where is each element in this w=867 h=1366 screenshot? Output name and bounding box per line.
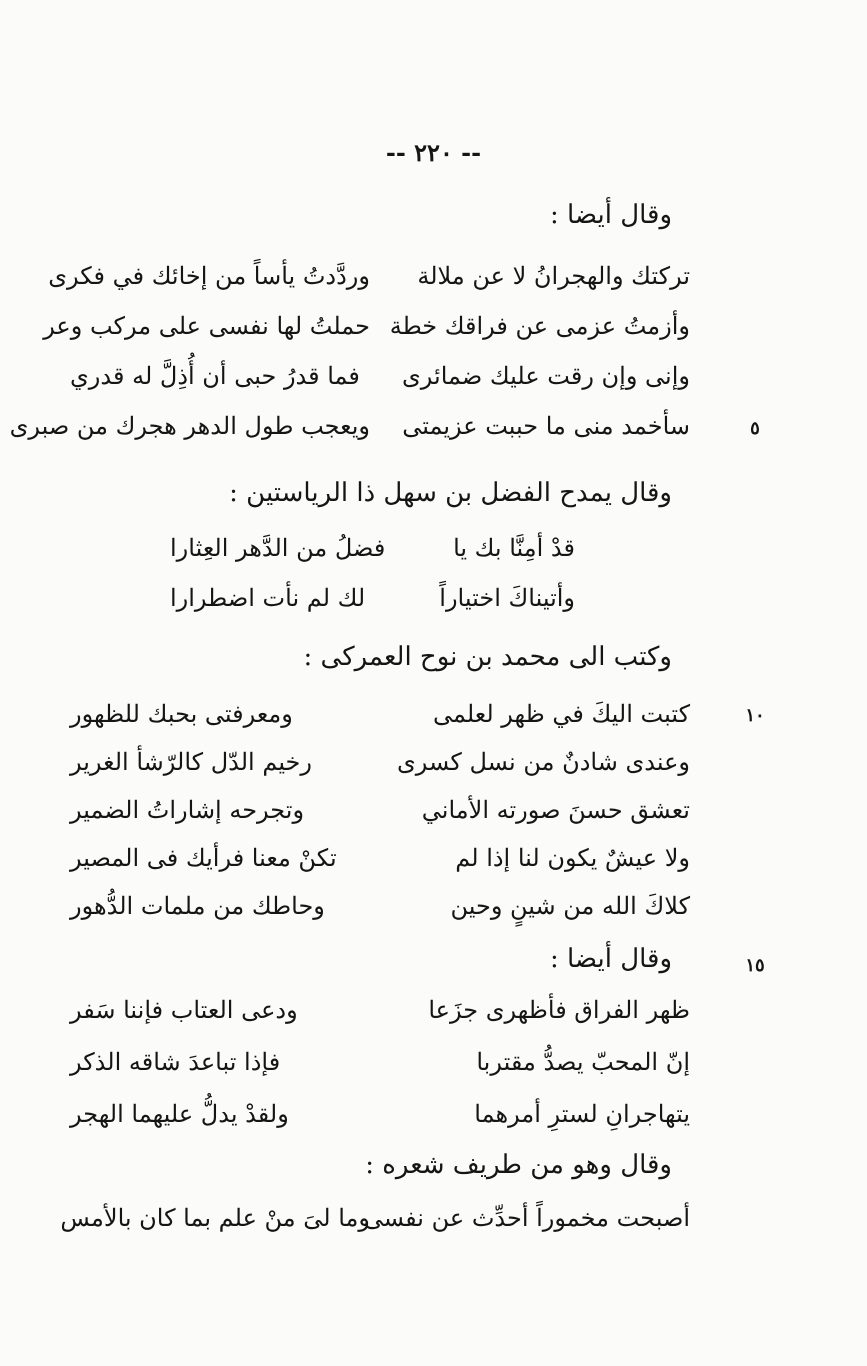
verse-first-hemistich: كتبت اليكَ في ظهر لعلمى [432, 700, 690, 728]
section-heading: وكتب الى محمد بن نوح العمركى : [303, 642, 672, 672]
verse-second-hemistich: لك لم نأت اضطرارا [170, 584, 366, 612]
verse-second-hemistich: حملتُ لها نفسى على مركب وعر [43, 312, 370, 340]
section-heading: وقال وهو من طريف شعره : [365, 1150, 672, 1180]
verse-second-hemistich: تكنْ معنا فرأيك فى المصير [70, 844, 337, 872]
verse-line [70, 996, 690, 1040]
verse-first-hemistich: تعشق حسنَ صورته الأماني [421, 796, 690, 824]
verse-line [60, 1204, 690, 1248]
verse-second-hemistich: وتجرحه إشاراتُ الضمير [70, 796, 305, 824]
verse-second-hemistich: ويعجب طول الدهر هجرك من صبرى [9, 412, 370, 440]
verse-line [70, 1100, 690, 1144]
verse-second-hemistich: ودعى العتاب فإننا سَفر [70, 996, 298, 1024]
verse-second-hemistich: فما قدرُ حبى أن أُذِلَّ له قدري [70, 362, 360, 390]
verse-line [70, 1048, 690, 1092]
verse-line [48, 262, 690, 306]
line-number: ١٥ [745, 955, 765, 976]
verse-line [70, 534, 690, 578]
line-number: ٥ [750, 418, 760, 439]
verse-line [70, 362, 690, 406]
verse-first-hemistich: قدْ أمِنَّا بك يا [453, 534, 575, 562]
verse-first-hemistich: وأزمتُ عزمى عن فراقك خطة [389, 312, 690, 340]
section-heading: وقال أيضا : [549, 200, 672, 230]
verse-second-hemistich: رخيم الدّل كالرّشأ الغرير [70, 748, 312, 776]
verse-second-hemistich: وما لىَ منْ علم بما كان بالأمس [60, 1204, 370, 1232]
verse-line [70, 700, 690, 744]
verse-second-hemistich: وحاطك من ملمات الدُّهور [70, 892, 325, 920]
verse-second-hemistich: وردَّدتُ يأساً من إخائك في فكرى [48, 262, 370, 290]
verse-first-hemistich: وعندى شادنٌ من نسل كسرى [396, 748, 690, 776]
verse-first-hemistich: يتهاجرانِ لسترِ أمرهما [474, 1100, 690, 1128]
verse-second-hemistich: فإذا تباعدَ شاقه الذكر [70, 1048, 281, 1076]
verse-first-hemistich: إنّ المحبّ يصدُّ مقتربا [476, 1048, 690, 1076]
verse-first-hemistich: كلاكَ الله من شينٍ وحين [450, 892, 690, 920]
verse-second-hemistich: ولقدْ يدلُّ عليهما الهجر [70, 1100, 289, 1128]
verse-first-hemistich: وأتيناكَ اختياراً [439, 584, 575, 612]
verse-second-hemistich: ومعرفتى بحبك للظهور [70, 700, 293, 728]
verse-first-hemistich: سأخمد منى ما حببت عزيمتى [402, 412, 690, 440]
verse-second-hemistich: فضلُ من الدَّهر العِثارا [170, 534, 386, 562]
verse-line [70, 584, 690, 628]
verse-first-hemistich: تركتك والهجرانُ لا عن ملالة [417, 262, 690, 290]
verse-line [70, 892, 690, 936]
verse-line [70, 748, 690, 792]
verse-first-hemistich: ولا عيشٌ يكون لنا إذا لم [455, 844, 690, 872]
section-heading: وقال يمدح الفضل بن سهل ذا الرياستين : [229, 478, 672, 508]
verse-line [70, 844, 690, 888]
verse-first-hemistich: وإنى وإن رقت عليك ضمائرى [402, 362, 690, 390]
verse-line [43, 312, 690, 356]
page-number: -- ٢٢٠ -- [385, 138, 482, 167]
verse-line [9, 412, 690, 456]
verse-first-hemistich: أصبحت مخموراً أحدِّث عن نفسى [363, 1204, 690, 1232]
verse-line [70, 796, 690, 840]
line-number: ١٠ [745, 705, 765, 726]
section-heading: وقال أيضا : [549, 944, 672, 974]
verse-first-hemistich: ظهر الفراق فأظهرى جزَعا [428, 996, 690, 1024]
